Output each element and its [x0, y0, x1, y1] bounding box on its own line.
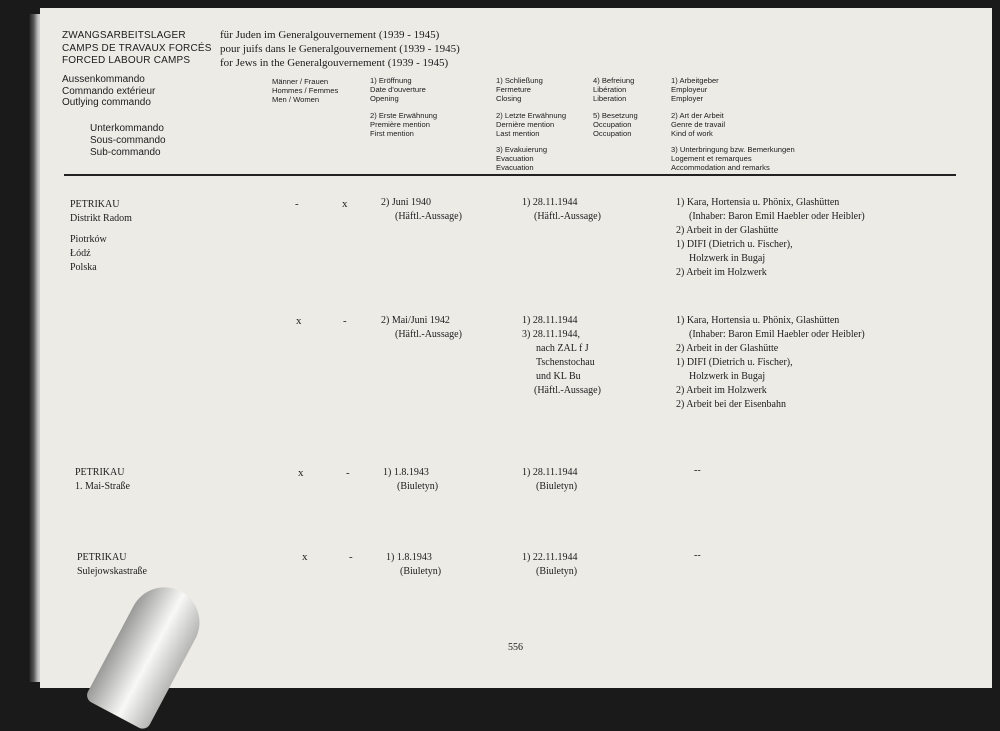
location-region: Łódź [70, 248, 91, 259]
remark-line: 2) Arbeit bei der Eisenbahn [676, 399, 786, 410]
title-line-fr: pour juifs dans le Generalgouvernement (1939 - 1945) [220, 43, 460, 55]
column-liberation-de: 4) Befreiung [593, 76, 635, 85]
column-evacuation-fr: Evacuation [496, 154, 534, 163]
column-opening-fr: Date d'ouverture [370, 85, 426, 94]
remark-line: (Inhaber: Baron Emil Haebler oder Heibler) [689, 329, 865, 340]
document-page [40, 8, 992, 688]
column-occupation [593, 111, 638, 138]
outlying-line-fr: Commando extérieur [62, 85, 156, 97]
entry-4-name [77, 551, 147, 579]
opening-source: (Biuletyn) [397, 481, 439, 492]
remark-line: (Inhaber: Baron Emil Haebler oder Heibler) [689, 211, 865, 222]
column-occupation-en: Occupation [593, 129, 632, 138]
remark-line: 2) Arbeit im Holzwerk [676, 267, 767, 278]
entry-4-remarks: -- [694, 550, 701, 561]
opening-date: 2) Juni 1940 [381, 197, 431, 208]
camp-street: Sulejowskastraße [77, 566, 147, 577]
entry-1-men: - [295, 198, 299, 210]
entry-2-women: - [343, 315, 347, 327]
closing-date: 1) 28.11.1944 [522, 315, 578, 326]
location-city: Piotrków [70, 234, 107, 245]
camp-type-heading [62, 30, 212, 68]
entry-2-men: x [296, 315, 302, 327]
column-evacuation [496, 145, 547, 172]
entry-2-closing [522, 314, 601, 398]
column-closing-de: 1) Schließung [496, 76, 543, 85]
column-last-mention [496, 111, 566, 138]
camp-name: PETRIKAU [77, 552, 127, 563]
column-gender [272, 77, 338, 104]
entry-2-remarks [676, 314, 865, 412]
closing-date: 1) 28.11.1944 [522, 467, 578, 478]
column-liberation-en: Liberation [593, 94, 627, 103]
column-first-mention-de: 2) Erste Erwähnung [370, 111, 438, 120]
remark-line: 2) Arbeit in der Glashütte [676, 225, 779, 236]
remark-line: 1) Kara, Hortensia u. Phönix, Glashütten [676, 315, 840, 326]
column-closing-fr: Fermeture [496, 85, 532, 94]
entry-3-remarks: -- [694, 465, 701, 476]
column-last-mention-fr: Dernière mention [496, 120, 555, 129]
camp-street: 1. Mai-Straße [75, 481, 130, 492]
column-gender-de: Männer / Frauen [272, 77, 329, 86]
remark-line: Holzwerk in Bugaj [689, 253, 766, 264]
sub-line-en: Sub-commando [90, 147, 161, 158]
opening-source: (Biuletyn) [400, 566, 442, 577]
column-opening-de: 1) Eröffnung [370, 76, 412, 85]
outlying-commando-label [62, 74, 155, 109]
entry-4-opening [386, 551, 441, 579]
camp-name: PETRIKAU [75, 467, 125, 478]
page-number: 556 [508, 642, 523, 653]
column-kind-of-work-en: Kind of work [671, 129, 713, 138]
outlying-line-de: Aussenkommando [62, 74, 145, 85]
outlying-line-en: Outlying commando [62, 97, 151, 108]
column-remarks [671, 145, 795, 172]
entry-3-name [75, 466, 130, 494]
column-evacuation-en: Evacuation [496, 163, 534, 172]
column-employer-fr: Employeur [671, 85, 708, 94]
title-line-de: für Juden im Generalgouvernement (1939 - 1945) [220, 29, 440, 41]
heading-line-fr: CAMPS DE TRAVAUX FORCÉS [62, 42, 212, 54]
column-first-mention-fr: Première mention [370, 120, 430, 129]
column-liberation [593, 76, 634, 103]
camp-name: PETRIKAU [70, 199, 120, 210]
column-employer-en: Employer [671, 94, 704, 103]
column-kind-of-work-de: 2) Art der Arbeit [671, 111, 724, 120]
remark-line: Holzwerk in Bugaj [689, 371, 766, 382]
closing-source: (Häftl.-Aussage) [534, 211, 601, 222]
entry-4-women: - [349, 551, 353, 563]
column-opening-en: Opening [370, 94, 399, 103]
entry-1-opening [381, 196, 462, 224]
opening-date: 1) 1.8.1943 [386, 552, 432, 563]
closing-date: 1) 28.11.1944 [522, 197, 578, 208]
heading-line-de: ZWANGSARBEITSLAGER [62, 30, 186, 41]
column-remarks-de: 3) Unterbringung bzw. Bemerkungen [671, 145, 795, 154]
entry-3-closing [522, 466, 577, 494]
evacuation-date: 3) 28.11.1944, [522, 329, 580, 340]
sub-line-de: Unterkommando [90, 123, 164, 134]
entry-3-opening [383, 466, 438, 494]
column-last-mention-en: Last mention [496, 129, 540, 138]
column-closing-en: Closing [496, 94, 522, 103]
evacuation-destination: Tschenstochau [536, 357, 595, 368]
opening-date: 1) 1.8.1943 [383, 467, 429, 478]
sub-line-fr: Sous-commando [90, 135, 166, 146]
camp-district: Distrikt Radom [70, 213, 132, 224]
entry-1-closing [522, 196, 601, 224]
column-employer-de: 1) Arbeitgeber [671, 76, 719, 85]
title-line-en: for Jews in the Generalgouvernement (1939 - 1945) [220, 57, 449, 69]
column-kind-of-work [671, 111, 725, 138]
remark-line: 1) DIFI (Dietrich u. Fischer), [676, 239, 793, 250]
closing-source: (Häftl.-Aussage) [534, 385, 601, 396]
entry-4-closing [522, 551, 577, 579]
entry-2-opening [381, 314, 462, 342]
entry-1-women: x [342, 198, 348, 210]
closing-source: (Biuletyn) [536, 481, 578, 492]
opening-source: (Häftl.-Aussage) [395, 211, 462, 222]
location-country: Polska [70, 262, 97, 273]
column-kind-of-work-fr: Genre de travail [671, 120, 726, 129]
page-title [220, 28, 460, 70]
entry-1-location [70, 233, 107, 275]
column-liberation-fr: Libération [593, 85, 627, 94]
column-gender-en: Men / Women [272, 95, 320, 104]
opening-source: (Häftl.-Aussage) [395, 329, 462, 340]
entry-1-name [70, 198, 132, 226]
evacuation-destination: und KL Bu [536, 371, 581, 382]
remark-line: 1) DIFI (Dietrich u. Fischer), [676, 357, 793, 368]
remark-line: 2) Arbeit in der Glashütte [676, 343, 779, 354]
sub-commando-label [90, 123, 166, 159]
column-gender-fr: Hommes / Femmes [272, 86, 339, 95]
column-first-mention [370, 111, 437, 138]
remark-line: 1) Kara, Hortensia u. Phönix, Glashütten [676, 197, 840, 208]
entry-3-men: x [298, 467, 304, 479]
evacuation-destination: nach ZAL f J [536, 343, 589, 354]
column-last-mention-de: 2) Letzte Erwähnung [496, 111, 567, 120]
column-employer [671, 76, 719, 103]
column-occupation-de: 5) Besetzung [593, 111, 638, 120]
column-opening [370, 76, 426, 103]
entry-4-men: x [302, 551, 308, 563]
entry-1-remarks [676, 196, 865, 280]
column-occupation-fr: Occupation [593, 120, 632, 129]
closing-date: 1) 22.11.1944 [522, 552, 578, 563]
closing-source: (Biuletyn) [536, 566, 578, 577]
entry-3-women: - [346, 467, 350, 479]
heading-line-en: FORCED LABOUR CAMPS [62, 55, 191, 66]
header-divider [64, 174, 956, 176]
remark-line: 2) Arbeit im Holzwerk [676, 385, 767, 396]
column-closing [496, 76, 543, 103]
column-remarks-en: Accommodation and remarks [671, 163, 770, 172]
column-remarks-fr: Logement et remarques [671, 154, 752, 163]
column-evacuation-de: 3) Evakuierung [496, 145, 548, 154]
opening-date: 2) Mai/Juni 1942 [381, 315, 450, 326]
column-first-mention-en: First mention [370, 129, 414, 138]
